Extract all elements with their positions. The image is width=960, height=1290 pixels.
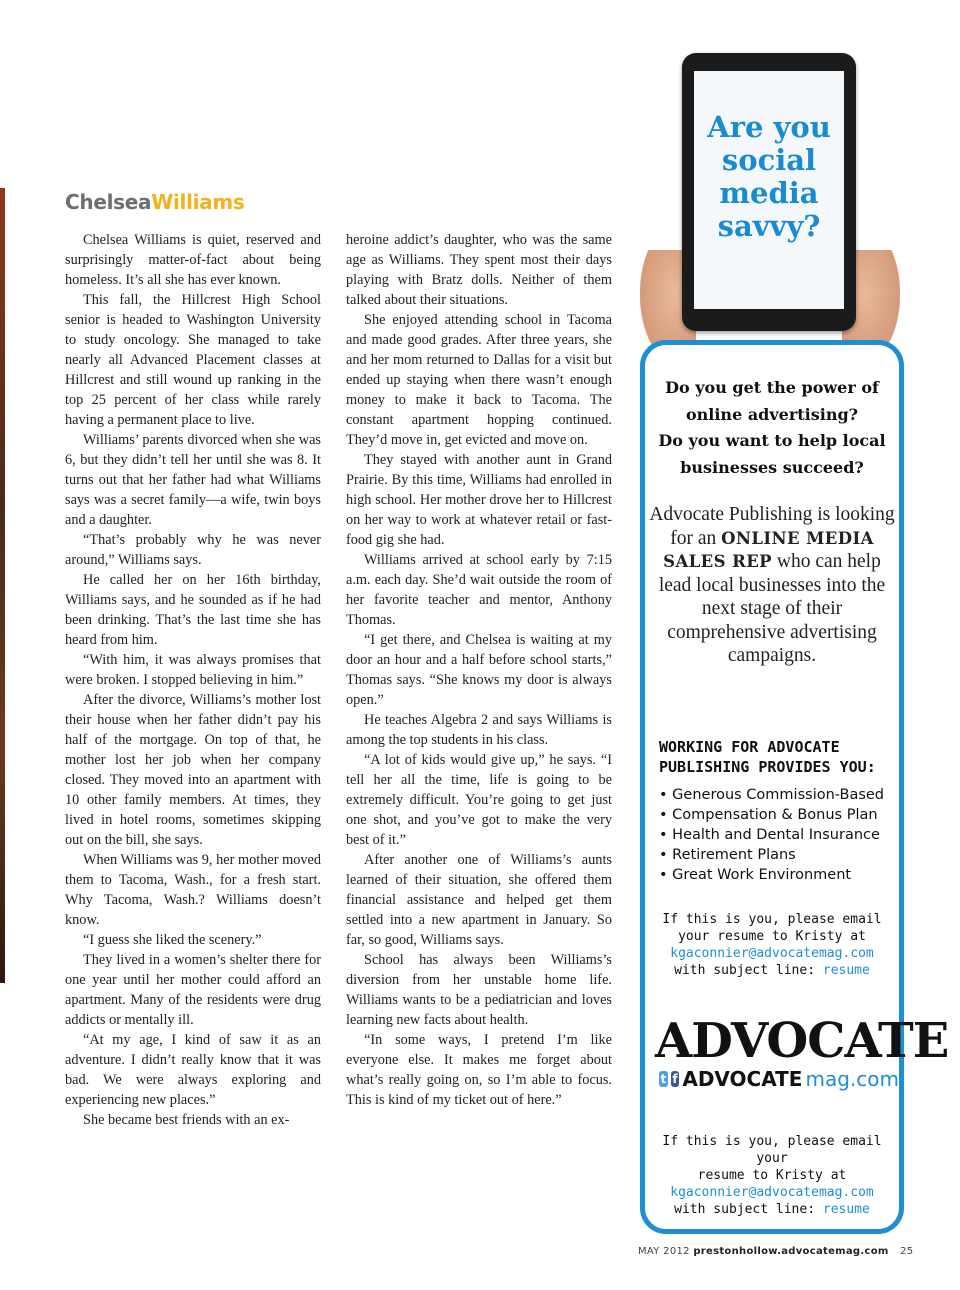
paragraph: They stayed with another aunt in Grand Prairie. By this time, Williams had enrolled in high school. Her mother drove her to Hillcrest on her way to work at whatever retail or fast-food gig she had. (346, 452, 612, 548)
benefits-list (659, 785, 899, 885)
benefit-item: • Great Work Environment (659, 865, 899, 885)
subject-prefix: with subject line: (674, 963, 816, 978)
contact-line: If this is you, please email your (662, 1134, 882, 1166)
ad-question-1: Do you get the power of online advertising? (665, 378, 879, 424)
paragraph: This fall, the Hillcrest High School senior is headed to Washington University to study oncology. She managed to take nearly all Advanced Placement classes at Hillcrest and still wound up ranking in the top 25 percent of her class while rarely having a permanent place to live. (65, 292, 321, 428)
benefit-item: • Retirement Plans (659, 845, 899, 865)
paragraph: Williams’ parents divorced when she was 6, but they didn’t tell her until she was 8. It turns out that her father had what Williams says was a secret family—a wife, twin boys and a daughter. (65, 432, 321, 528)
benefit-item: • Generous Commission-Based (659, 785, 899, 805)
paragraph: After the divorce, Williams’s mother lost their house when her father didn’t pay his half of the mortgage. On top of that, he mother lost her job when her company closed. They moved into an apartment with 10 other family members. At times, they lived in hotel rooms, sometimes skipping out on the bill, she says. (65, 692, 321, 848)
ad-question-2: Do you want to help local businesses succeed? (658, 431, 886, 477)
footer-date: MAY 2012 (638, 1246, 690, 1257)
headline-first-name: Chelsea (65, 190, 152, 214)
facebook-icon[interactable]: f (672, 1072, 678, 1086)
paragraph: She became best friends with an ex- (83, 1112, 290, 1128)
paragraph: “I guess she liked the scenery.” (83, 932, 262, 948)
tablet-screen (694, 71, 844, 309)
pitch-text-2: who can help lead local businesses into the next stage of their comprehensive advertising campaigns. (658, 551, 886, 666)
pitch-text-1: Advocate Publishing is looking for an (649, 504, 895, 549)
ad-screen-headline: Are you social media savvy? (707, 110, 831, 243)
ad-frame (640, 340, 949, 1234)
article-column-2 (346, 230, 612, 1110)
benefit-item: • Health and Dental Insurance (659, 825, 899, 845)
pitch-job-title: ONLINE MEDIA SALES REP (663, 528, 874, 571)
paragraph: “At my age, I kind of saw it as an adventure. I didn’t really know that it was bad. We were always exploring and experiencing new places.” (65, 1032, 321, 1108)
subject-keyword: resume (822, 963, 870, 978)
contact-email-link[interactable]: kgaconnier@advocatemag.com (670, 946, 874, 961)
paragraph: She enjoyed attending school in Tacoma and made good grades. After three years, she and her mom returned to Dallas for a visit but ended up staying when there wasn’t enough money to make it back to Tacoma. The constant apartment hopping continued. They’d move in, get evicted and move on. (346, 312, 612, 448)
page-footer (638, 1246, 913, 1257)
footer-site: prestonhollow.advocatemag.com (693, 1246, 889, 1257)
contact-line: If this is you, please email (662, 912, 882, 927)
subject-prefix: with subject line: (674, 1202, 816, 1217)
logo-sub-brand: ADVOCATE (682, 1067, 803, 1091)
article-headline (65, 190, 245, 214)
contact-line: resume to Kristy at (697, 1168, 847, 1183)
contact-line: your resume to Kristy at (678, 929, 866, 944)
paragraph: “A lot of kids would give up,” he says. “I tell her all the time, life is going to be extremely difficult. You’re going to get just one shot, and you’ve got to make the very best of it.” (346, 752, 612, 848)
paragraph: Chelsea Williams is quiet, reserved and surprisingly matter-of-fact about being homeless. It’s all she has ever known. (65, 232, 321, 288)
twitter-icon[interactable]: t (660, 1072, 667, 1086)
headline-last-name: Williams (151, 190, 245, 214)
paragraph: After another one of Williams’s aunts learned of their situation, she offered them financial assistance and helped get them settled into a new apartment in January. So far, so good, Williams says. (346, 852, 612, 948)
paragraph: School has always been Williams’s diversion from her unstable home life. Williams wants to be a pediatrician and loves learning new facts about health. (346, 952, 612, 1028)
ad-pitch (645, 503, 899, 668)
benefits-heading: WORKING FOR ADVOCATE PUBLISHING PROVIDES YOU: (659, 738, 876, 776)
paragraph: Williams arrived at school early by 7:15 a.m. each day. She’d wait outside the room of her favorite teacher and mentor, Anthony Thomas. (346, 552, 612, 628)
paragraph: heroine addict’s daughter, who was the same age as Williams. They spent most their days playing with Bratz dolls. Neither of them talked about their situations. (346, 232, 612, 308)
advocate-web-logo[interactable] (659, 1067, 899, 1091)
paragraph: “In some ways, I pretend I’m like everyone else. It makes me forget about what’s really going on, so I’m able to focus. This is kind of my ticket out of here.” (346, 1032, 612, 1108)
contact-block-2 (645, 1133, 899, 1218)
logo-sub-domain: mag.com (805, 1067, 899, 1091)
subject-keyword: resume (822, 1202, 870, 1217)
article-column-1 (65, 230, 321, 1130)
contact-block-1 (645, 911, 899, 979)
paragraph: When Williams was 9, her mother moved them to Tacoma, Wash., for a fresh start. Why Tacoma, Wash.? Williams doesn’t know. (65, 852, 321, 928)
advocate-logo: ADVOCATE (655, 1013, 949, 1069)
paragraph: “I get there, and Chelsea is waiting at my door an hour and a half before school starts,” Thomas says. “She knows my door is always open.” (346, 632, 612, 708)
adjacent-page-edge (0, 188, 5, 983)
page-number: 25 (900, 1246, 914, 1257)
paragraph: “With him, it was always promises that were broken. I stopped believing in him.” (65, 652, 321, 688)
paragraph: “That’s probably why he was never around,” Williams says. (65, 532, 321, 568)
ad-questions (645, 375, 899, 481)
paragraph: They lived in a women’s shelter there for one year until her mother could afford an apartment. Many of the residents were drug addicts or mentally ill. (65, 952, 321, 1028)
contact-email-link[interactable]: kgaconnier@advocatemag.com (670, 1185, 874, 1200)
paragraph: He teaches Algebra 2 and says Williams is among the top students in his class. (346, 712, 612, 748)
tablet-illustration (682, 53, 856, 331)
benefit-item: • Compensation & Bonus Plan (659, 805, 899, 825)
paragraph: He called her on her 16th birthday, Williams says, and he sounded as if he had been drinking. That’s the last time she has heard from him. (65, 572, 321, 648)
